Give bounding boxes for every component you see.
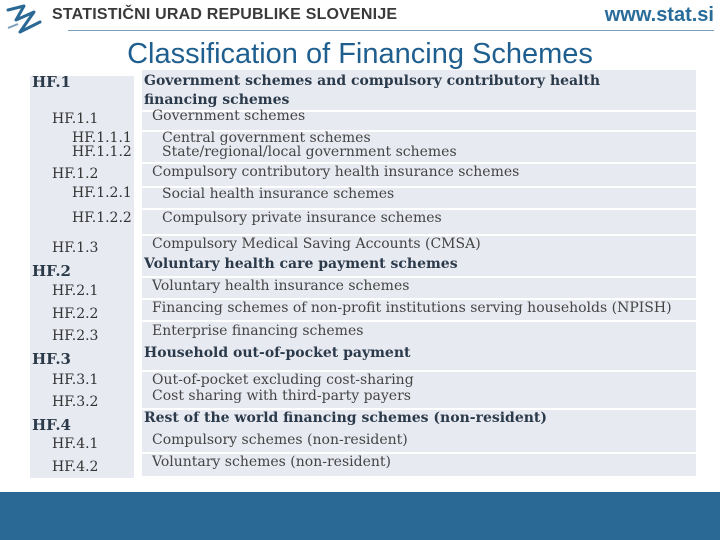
scheme-description: Compulsory Medical Saving Accounts (CMSA) [152,236,481,252]
scheme-description: Government schemes [152,108,306,124]
scheme-code: HF.2 [32,262,71,280]
scheme-description: Voluntary schemes (non-resident) [152,454,391,470]
scheme-description: State/regional/local government schemes [162,144,457,160]
scheme-description: Cost sharing with third-party payers [152,388,411,404]
scheme-description: Voluntary health insurance schemes [152,278,410,294]
scheme-code: HF.4.1 [52,436,99,452]
organization-name: STATISTIČNI URAD REPUBLIKE SLOVENIJE [52,6,398,23]
scheme-code: HF.1.2 [52,166,99,182]
scheme-description: Enterprise financing schemes [152,323,364,339]
scheme-code: HF.2.2 [52,306,99,322]
scheme-code: HF.1.2.1 [72,185,132,201]
scheme-code: HF.1.1.1 [72,130,132,146]
scheme-code: HF.2.1 [52,283,99,299]
scheme-description: Compulsory contributory health insurance schemes [152,164,520,180]
scheme-code: HF.4.2 [52,459,99,475]
website-link[interactable]: www.stat.si [604,4,714,26]
scheme-code: HF.1.1 [52,111,99,127]
scheme-description: Out-of-pocket excluding cost-sharing [152,372,414,388]
scheme-code: HF.3 [32,350,71,368]
scheme-code: HF.3.1 [52,372,99,388]
scheme-code: HF.1.2.2 [72,210,132,226]
scheme-code: HF.3.2 [52,394,99,410]
scheme-description: Government schemes and compulsory contributory health financing schemes [144,73,601,108]
page-title: Classification of Financing Schemes [127,38,593,70]
scheme-description: Financing schemes of non-profit institutions serving households (NPISH) [152,300,672,316]
scheme-description: Household out-of-pocket payment [144,345,411,361]
scheme-description: Social health insurance schemes [162,186,395,202]
scheme-code: HF.1.1.2 [72,144,132,160]
scheme-description: Rest of the world financing schemes (non-resident) [144,410,548,426]
sigma-logo-icon [4,2,44,40]
scheme-description: Compulsory schemes (non-resident) [152,432,408,448]
scheme-code: HF.2.3 [52,328,99,344]
scheme-description: Central government schemes [162,130,371,146]
header-divider [68,30,714,31]
scheme-code: HF.1.3 [52,240,99,256]
scheme-description: Compulsory private insurance schemes [162,210,442,226]
scheme-code: HF.1 [32,73,71,91]
footer-bar [0,492,720,540]
scheme-code: HF.4 [32,416,71,434]
scheme-description: Voluntary health care payment schemes [144,256,458,272]
